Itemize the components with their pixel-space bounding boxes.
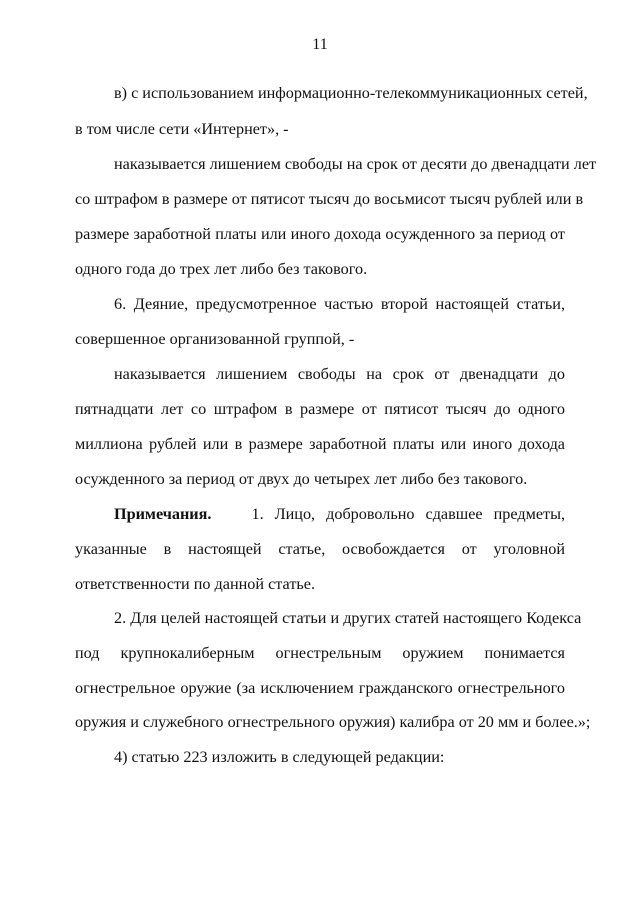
text-line: в) с использованием информационно-телекоммуникационных сетей, [114, 84, 588, 102]
text-fragment: 1. Лицо, добровольно сдавшее предметы, [251, 505, 566, 523]
text-line: оружия и служебного огнестрельного оружия) калибра от 20 мм и более.»; [75, 713, 591, 731]
notes-heading: Примечания. [114, 505, 212, 523]
text-line: ответственности по данной статье. [75, 575, 316, 593]
text-line: под крупнокалиберным огнестрельным оружием понимается [75, 644, 565, 662]
text-line: 4) статью 223 изложить в следующей редакции: [114, 748, 445, 766]
text-line: миллиона рублей или в размере заработной платы или иного дохода [75, 435, 565, 453]
text-line: указанные в настоящей статье, освобождается от уголовной [75, 540, 565, 558]
text-line: огнестрельное оружие (за исключением гражданского огнестрельного [75, 679, 565, 697]
text-line: пятнадцати лет со штрафом в размере от пятисот тысяч до одного [75, 400, 565, 418]
text-line: 2. Для целей настоящей статьи и других статей настоящего Кодекса [114, 609, 582, 627]
page-number: 11 [312, 36, 328, 53]
text-line: размере заработной платы или иного дохода осужденного за период от [75, 225, 565, 243]
text-line: в том числе сети «Интернет», - [75, 120, 289, 138]
text-line: 6. Деяние, предусмотренное частью второй настоящей статьи, [114, 295, 565, 313]
text-line: осужденного за период от двух до четырех лет либо без такового. [75, 470, 528, 488]
text-line: совершенное организованной группой, - [75, 330, 355, 348]
text-line: одного года до трех лет либо без такового. [75, 260, 368, 278]
text-line: наказывается лишением свободы на срок от десяти до двенадцати лет [114, 155, 597, 173]
note-first-line [114, 502, 565, 526]
text-line: наказывается лишением свободы на срок от двенадцати до [114, 365, 565, 383]
text-line: со штрафом в размере от пятисот тысяч до восьмисот тысяч рублей или в [75, 190, 584, 208]
